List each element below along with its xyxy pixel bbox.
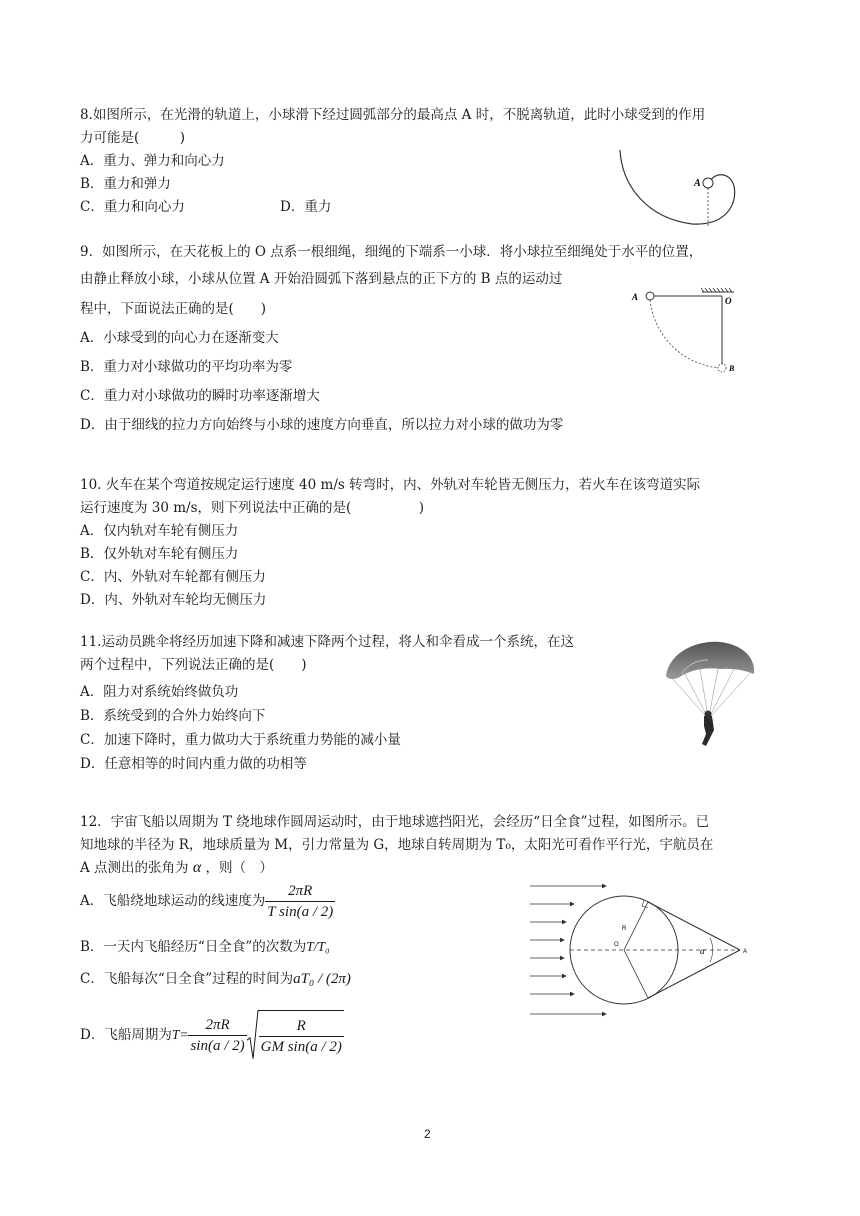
q10-option-d: D．内、外轨对车轮均无侧压力: [80, 592, 267, 608]
q9-label-b: B: [729, 364, 735, 373]
q12-eclipse-figure: [528, 880, 760, 1020]
q11-parachute-figure: [660, 638, 760, 753]
q12-alpha-symbol: α: [192, 859, 202, 876]
q12-stem-line2: 知地球的半径为 R，地球质量为 M，引力常量为 G，地球自转周期为 T₀，太阳光可看作平行光，宇航员在: [80, 837, 714, 853]
q12-option-a-text: A．飞船绕地球运动的线速度为: [80, 893, 266, 909]
sqrt-sign-icon: [247, 1010, 259, 1061]
q12-option-d-fraction2: [259, 1016, 344, 1057]
q11-option-c: C．加速下降时，重力做功大于系统重力势能的减小量: [80, 732, 401, 748]
q9-label-o: O: [725, 296, 732, 306]
q11-stem-line2: 两个过程中，下列说法正确的是( ): [80, 657, 307, 673]
q10-option-a: A．仅内轨对车轮有侧压力: [80, 523, 239, 539]
q9-stem-line1: 9．如图所示，在天花板上的 O 点系一根细绳，细绳的下端系一小球．将小球拉至细绳处于水平的位置，: [80, 244, 703, 260]
q12-option-d-text: D．飞船周期为: [80, 1027, 172, 1043]
q8-option-d: D．重力: [280, 199, 332, 215]
q12-option-a: [80, 878, 335, 924]
q12-option-d-num2: R: [259, 1016, 344, 1037]
q12-option-d-den1: sin(a / 2): [190, 1038, 245, 1054]
q10-stem-line1: 10. 火车在某个弯道按规定运行速度 40 m/s 转弯时，内、外轨对车轮皆无侧压力，若火车在该弯道实际: [80, 477, 701, 493]
q8-option-b: B．重力和弹力: [80, 176, 171, 192]
q9-option-a: A．小球受到的向心力在逐渐变大: [80, 330, 279, 346]
q12-option-a-numerator: 2πR: [265, 881, 335, 902]
q12-option-c-text: C．飞船每次“日全食”过程的时间为: [80, 971, 294, 987]
q12-option-d-num1: 2πR: [188, 1015, 246, 1036]
q12-option-c-math: aT₀ / (2π): [293, 971, 351, 987]
q12-option-b: [80, 938, 330, 956]
q9-label-a: A: [632, 292, 639, 302]
q11-stem-line1: 11.运动员跳伞将经历加速下降和减速下降两个过程，将人和伞看成一个系统，在这: [80, 634, 574, 650]
q11-option-d: D．任意相等的时间内重力做的功相等: [80, 756, 307, 772]
q10-option-c: C．内、外轨对车轮都有侧压力: [80, 569, 266, 585]
q12-option-a-denominator: T sin(a / 2): [267, 904, 334, 920]
q12-option-d-sqrt-body: [259, 1010, 344, 1061]
q12-label-o: O: [614, 942, 619, 948]
q12-label-alpha: α: [700, 946, 705, 956]
page-number: 2: [424, 1127, 431, 1141]
q8-track-figure: [612, 146, 742, 234]
q9-option-c: C．重力对小球做功的瞬时功率逐渐增大: [80, 388, 320, 404]
q12-option-a-fraction: [265, 881, 335, 922]
q12-option-d-sqrt: [247, 1010, 344, 1061]
q8-label-a: A: [694, 178, 701, 189]
q12-label-r: R: [622, 926, 627, 932]
q9-stem-line3: 程中，下面说法正确的是( ): [80, 301, 267, 317]
q8-stem-line2: 力可能是( ): [80, 130, 186, 146]
q10-stem-line2: 运行速度为 30 m/s，则下列说法中正确的是( ): [80, 500, 425, 516]
q12-option-d-den2: GM sin(a / 2): [260, 1039, 342, 1055]
q11-option-a: A．阻力对系统始终做负功: [80, 684, 239, 700]
q12-stem-line1: 12．宇宙飞船以周期为 T 绕地球作圆周运动时，由于地球遮挡阳光，会经历“日全食”过程，如图所示。已: [80, 814, 710, 830]
q12-label-a: A: [743, 949, 748, 955]
q11-option-b: B．系统受到的合外力始终向下: [80, 708, 266, 724]
q12-option-d: [80, 1010, 344, 1061]
q9-pendulum-figure: [630, 284, 745, 376]
q9-option-b: B．重力对小球做功的平均功率为零: [80, 359, 293, 375]
q12-option-d-fraction1: [188, 1015, 246, 1056]
q8-stem-line1: 8.如图所示，在光滑的轨道上，小球滑下经过圆弧部分的最高点 A 时，不脱离轨道，此时小球受到的作用: [80, 107, 706, 123]
q8-option-c: C．重力和向心力: [80, 199, 185, 215]
q12-stem-line3: [80, 859, 273, 877]
q12-option-b-math: T/T₀: [306, 939, 330, 954]
q12-option-d-t: T=: [171, 1027, 189, 1042]
q9-stem-line2: 由静止释放小球，小球从位置 A 开始沿圆弧下落到悬点的正下方的 B 点的运动过: [80, 271, 563, 287]
q9-option-d: D．由于细线的拉力方向始终与小球的速度方向垂直，所以拉力对小球的做功为零: [80, 417, 564, 433]
q10-option-b: B．仅外轨对车轮有侧压力: [80, 546, 239, 562]
q12-stem-line3-end: ，则（ ）: [205, 860, 274, 876]
q12-option-b-text: B．一天内飞船经历“日全食”的次数为: [80, 939, 307, 955]
q12-stem-line3-text: A 点测出的张角为: [80, 860, 189, 876]
q12-option-c: [80, 970, 351, 988]
q8-option-a: A．重力、弹力和向心力: [80, 153, 225, 169]
